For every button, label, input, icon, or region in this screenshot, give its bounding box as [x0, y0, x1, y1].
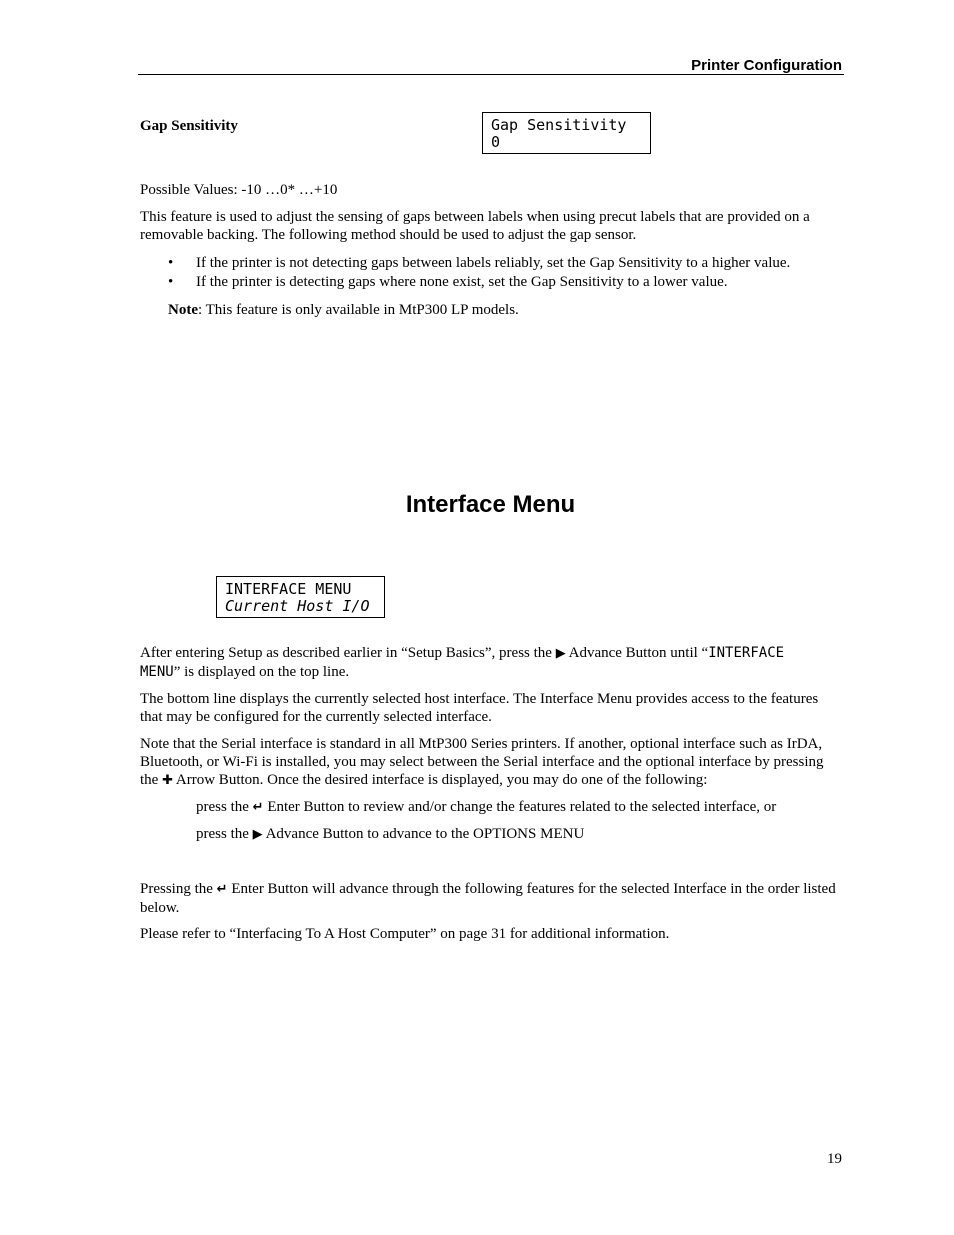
text-run: Enter Button will advance through the following features for the selected Interface in the order listed below.	[140, 881, 836, 916]
code-text: MENU	[140, 664, 174, 680]
interface-lcd-line2: Current Host I/O	[225, 597, 370, 615]
text-run: Enter Button to review and/or change the features related to the selected interface, or	[263, 799, 777, 815]
gap-lcd-display	[482, 112, 651, 154]
advance-arrow-icon: ▶	[555, 646, 566, 661]
note-text: : This feature is only available in MtP300 LP models.	[198, 302, 519, 318]
page-header-title: Printer Configuration	[691, 57, 842, 74]
advance-arrow-icon: ▶	[252, 827, 263, 842]
text-run: Arrow Button. Once the desired interface is displayed, you may do one of the following:	[172, 772, 708, 788]
interface-paragraph-5: Please refer to “Interfacing To A Host Computer” on page 31 for additional information.	[140, 926, 670, 942]
text-run: press the	[196, 826, 253, 842]
gap-description: This feature is used to adjust the sensing of gaps between labels when using precut labels that are provided on a removable backing. The following method should be used to adjust the gap sensor.	[140, 209, 810, 243]
text-run: Note that the Serial interface is standard in all MtP300 Series printers. If another, optional interface such as IrDA, Bluetooth, or Wi-Fi is installed, you may select between the Serial interface and the optional interface by pressing the	[140, 736, 824, 788]
option-advance	[196, 825, 584, 844]
header-divider	[138, 74, 844, 75]
interface-lcd-line1: INTERFACE MENU	[225, 580, 352, 598]
code-text: INTERFACE	[708, 645, 785, 661]
list-item	[168, 273, 844, 292]
option-enter	[196, 798, 776, 817]
gap-bullet-list	[168, 254, 844, 292]
bullet-text: If the printer is detecting gaps where none exist, set the Gap Sensitivity to a lower value.	[196, 274, 728, 290]
note-label: Note	[168, 302, 198, 318]
text-run: Advance Button to advance to the OPTIONS MENU	[262, 826, 585, 842]
plus-arrow-icon: ✚	[162, 773, 173, 788]
list-item	[168, 254, 844, 273]
text-run: ” is displayed on the top line.	[173, 664, 350, 680]
enter-arrow-icon: ↵	[216, 882, 228, 897]
text-run: Pressing the	[140, 881, 217, 897]
text-run: After entering Setup as described earlier in “Setup Basics”, press the	[140, 645, 556, 661]
page-number: 19	[827, 1151, 842, 1167]
gap-note	[168, 301, 519, 319]
text-run: press the	[196, 799, 253, 815]
gap-lcd-line1: Gap Sensitivity	[491, 116, 627, 134]
enter-arrow-icon: ↵	[252, 800, 264, 815]
bullet-icon: •	[168, 274, 174, 290]
possible-values: Possible Values: -10 …0* …+10	[140, 182, 338, 198]
text-run: Advance Button until “	[565, 645, 709, 661]
bullet-text: If the printer is not detecting gaps between labels reliably, set the Gap Sensitivity to a higher value.	[196, 255, 791, 271]
interface-paragraph-4	[140, 880, 844, 917]
interface-paragraph-1	[140, 644, 844, 681]
interface-paragraph-2: The bottom line displays the currently selected host interface. The Interface Menu provides access to the features that may be configured for the currently selected interface.	[140, 691, 819, 725]
interface-lcd-display	[216, 576, 385, 618]
gap-sensitivity-heading: Gap Sensitivity	[140, 118, 238, 134]
gap-lcd-line2: 0	[491, 133, 501, 151]
bullet-icon: •	[168, 255, 174, 271]
section-title: Interface Menu	[405, 491, 576, 518]
interface-paragraph-3	[140, 735, 844, 790]
